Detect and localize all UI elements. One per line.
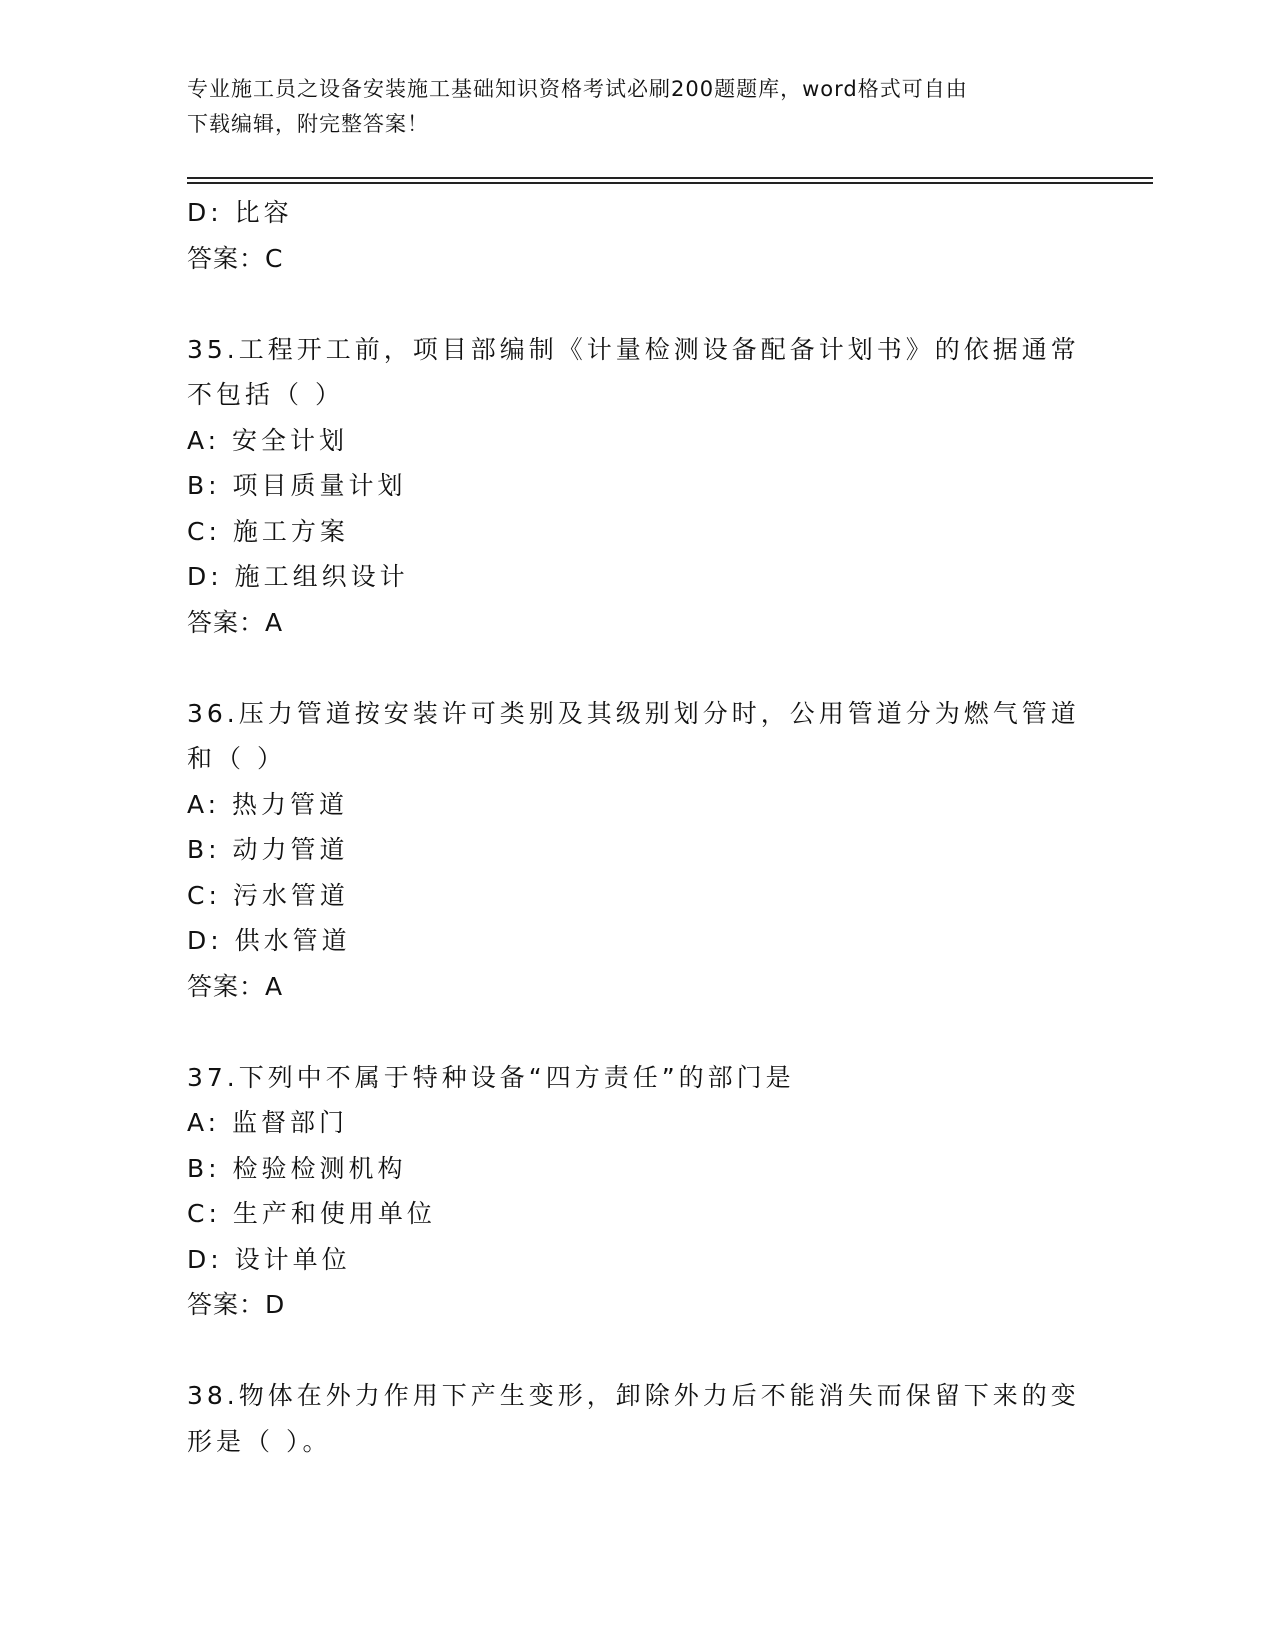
question-37-option-c: C: 生产和使用单位 bbox=[187, 1199, 436, 1228]
header-rule-bottom bbox=[187, 182, 1153, 184]
spacer bbox=[187, 645, 1087, 691]
spacer bbox=[187, 1009, 1087, 1055]
question-36-text-line-1: 36.压力管道按安装许可类别及其级别划分时，公用管道分为燃气管道 bbox=[187, 698, 1080, 728]
document-header bbox=[187, 72, 1067, 142]
question-38-text-line-1: 38.物体在外力作用下产生变形，卸除外力后不能消失而保留下来的变 bbox=[187, 1381, 1080, 1410]
question-37-text-line-1: 37.下列中不属于特种设备“四方责任”的部门是 bbox=[187, 1062, 795, 1092]
question-36-answer: 答案：A bbox=[187, 971, 284, 1001]
question-36-text-line-2: 和（ ） bbox=[187, 744, 286, 773]
question-37-option-d: D: 设计单位 bbox=[187, 1244, 351, 1274]
spacer bbox=[187, 281, 1087, 327]
header-title-line-1: 专业施工员之设备安装施工基础知识资格考试必刷200题题库，word格式可自由 bbox=[187, 77, 968, 101]
question-35-option-b: B: 项目质量计划 bbox=[187, 471, 407, 500]
question-35-text-line-1: 35.工程开工前，项目部编制《计量检测设备配备计划书》的依据通常 bbox=[187, 334, 1080, 364]
question-36-option-c: C: 污水管道 bbox=[187, 880, 349, 910]
prev-answer: 答案：C bbox=[187, 243, 284, 273]
question-35-option-a: A: 安全计划 bbox=[187, 425, 349, 455]
question-36-option-d: D: 供水管道 bbox=[187, 926, 351, 955]
question-36-option-a: A: 热力管道 bbox=[187, 789, 349, 819]
header-rule-top bbox=[187, 177, 1153, 179]
question-37-option-a: A: 监督部门 bbox=[187, 1108, 349, 1137]
question-38-text-line-2: 形是（ ）。 bbox=[187, 1426, 332, 1456]
question-35-option-d: D: 施工组织设计 bbox=[187, 562, 409, 591]
question-36-option-b: B: 动力管道 bbox=[187, 835, 349, 864]
question-35-option-c: C: 施工方案 bbox=[187, 516, 349, 546]
header-title-line-2: 下载编辑，附完整答案！ bbox=[187, 112, 429, 136]
question-35-text-line-2: 不包括（ ） bbox=[187, 380, 344, 409]
prev-option-d: D: 比容 bbox=[187, 198, 293, 227]
spacer bbox=[187, 1328, 1087, 1374]
question-37-answer: 答案：D bbox=[187, 1290, 286, 1319]
question-37-option-b: B: 检验检测机构 bbox=[187, 1153, 407, 1183]
question-list bbox=[187, 190, 1087, 1464]
question-35-answer: 答案：A bbox=[187, 607, 284, 637]
